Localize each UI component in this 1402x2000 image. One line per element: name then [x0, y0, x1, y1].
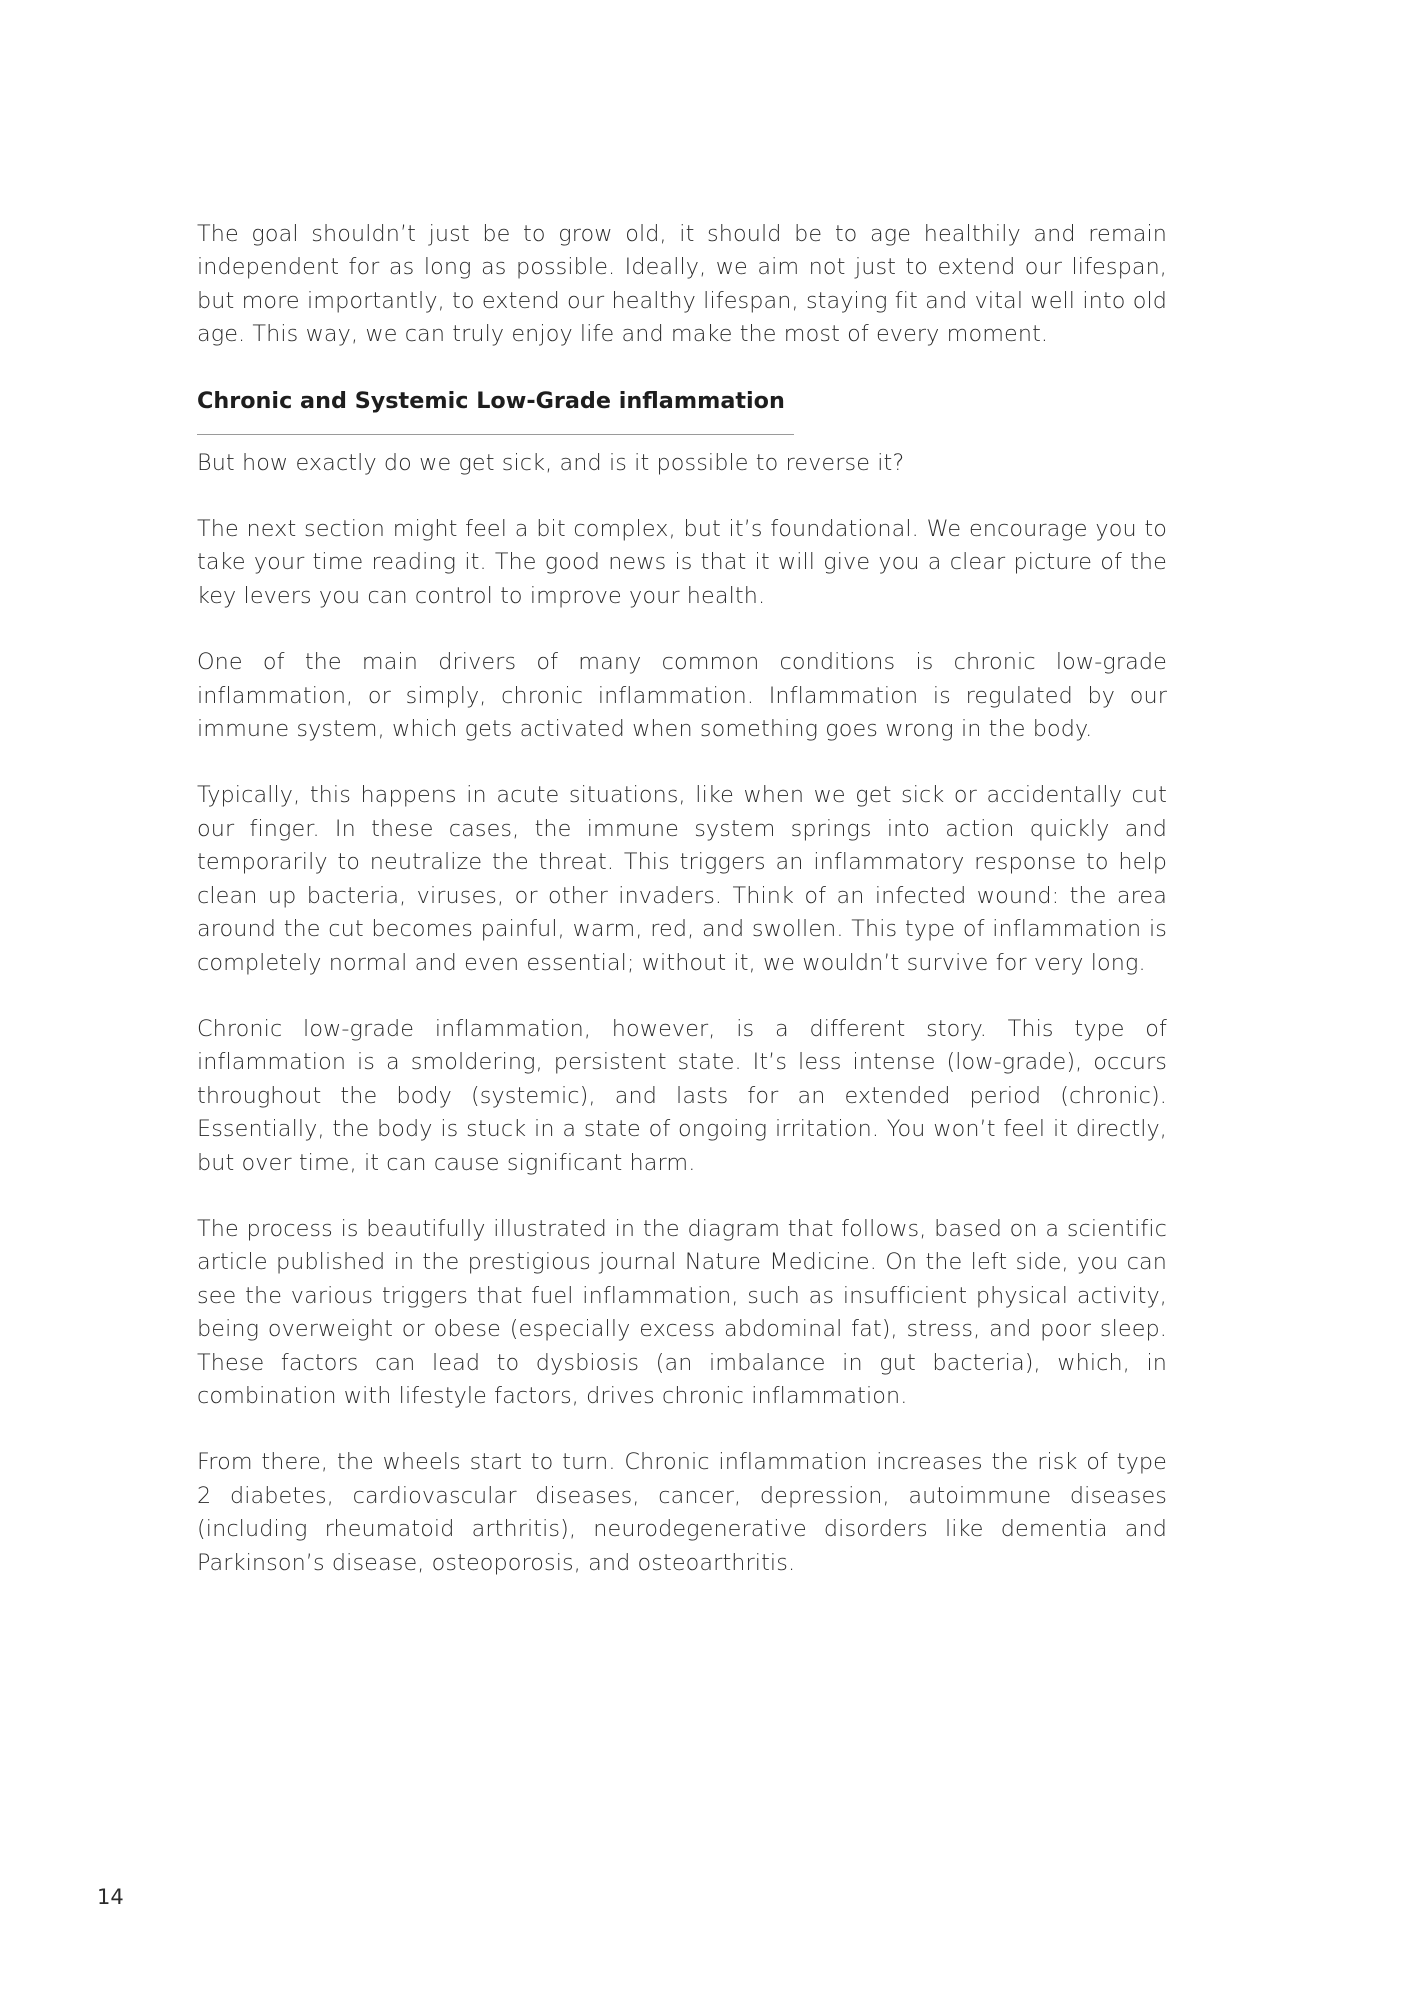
body-paragraph: Chronic low-grade inflammation, however, is a different story. This type of inflammation is a smoldering, persistent state. It’s less intense (low-grade), occurs throughout the body (systemic), and lasts for an extended period (chronic). Essentially, the body is stuck in a state of ongoing irritation. You won’t feel it directly, but over time, it can cause significant harm.: [197, 1015, 1167, 1176]
body-paragraph: The process is beautifully illustrated in the diagram that follows, based on a scientific article published in the prestigious journal Nature Medicine. On the left side, you can see the various triggers that fuel inflammation, such as insufficient physical activity, being overweight or obese (especially excess abdominal fat), stress, and poor sleep. These factors can lead to dysbiosis (an imbalance in gut bacteria), which, in combination with lifestyle factors, drives chronic inflammation.: [197, 1215, 1167, 1409]
body-paragraph: The next section might feel a bit complex, but it’s foundational. We encourage you to take your time reading it. The good news is that it will give you a clear picture of the key levers you can control to improve your health.: [197, 516, 1167, 609]
heading-divider: [197, 434, 794, 435]
body-paragraph: Typically, this happens in acute situations, like when we get sick or accidentally cut our finger. In these cases, the immune system springs into action quickly and temporarily to neutralize the threat. This triggers an inflammatory response to help clean up bacteria, viruses, or other invaders. Think of an infected wound: the area around the cut becomes painful, warm, red, and swollen. This type of inflammation is completely normal and even essential; without it, we wouldn’t survive for very long.: [197, 782, 1167, 976]
body-paragraph: One of the main drivers of many common conditions is chronic low-grade inflammation, or simply, chronic inflammation. Inflammation is regulated by our immune system, which gets activated when something goes wrong in the body.: [197, 649, 1167, 743]
page-number: 14: [97, 1885, 124, 1909]
body-paragraph: From there, the wheels start to turn. Chronic inflammation increases the risk of type 2 diabetes, cardiovascular diseases, cancer, depression, autoimmune diseases (including rheumatoid arthritis), neurodegenerative disorders like dementia and Parkinson’s disease, osteoporosis, and osteoarthritis.: [197, 1449, 1167, 1576]
intro-paragraph: The goal shouldn’t just be to grow old, it should be to age healthily and remain independent for as long as possible. Ideally, we aim not just to extend our lifespan, but more importantly, to extend our healthy lifespan, staying fit and vital well into old age. This way, we can truly enjoy life and make the most of every moment.: [197, 221, 1167, 348]
page-content: [197, 218, 1167, 1613]
section-heading: Chronic and Systemic Low-Grade inflammation: [197, 387, 785, 414]
body-paragraph: But how exactly do we get sick, and is it possible to reverse it?: [197, 449, 905, 476]
